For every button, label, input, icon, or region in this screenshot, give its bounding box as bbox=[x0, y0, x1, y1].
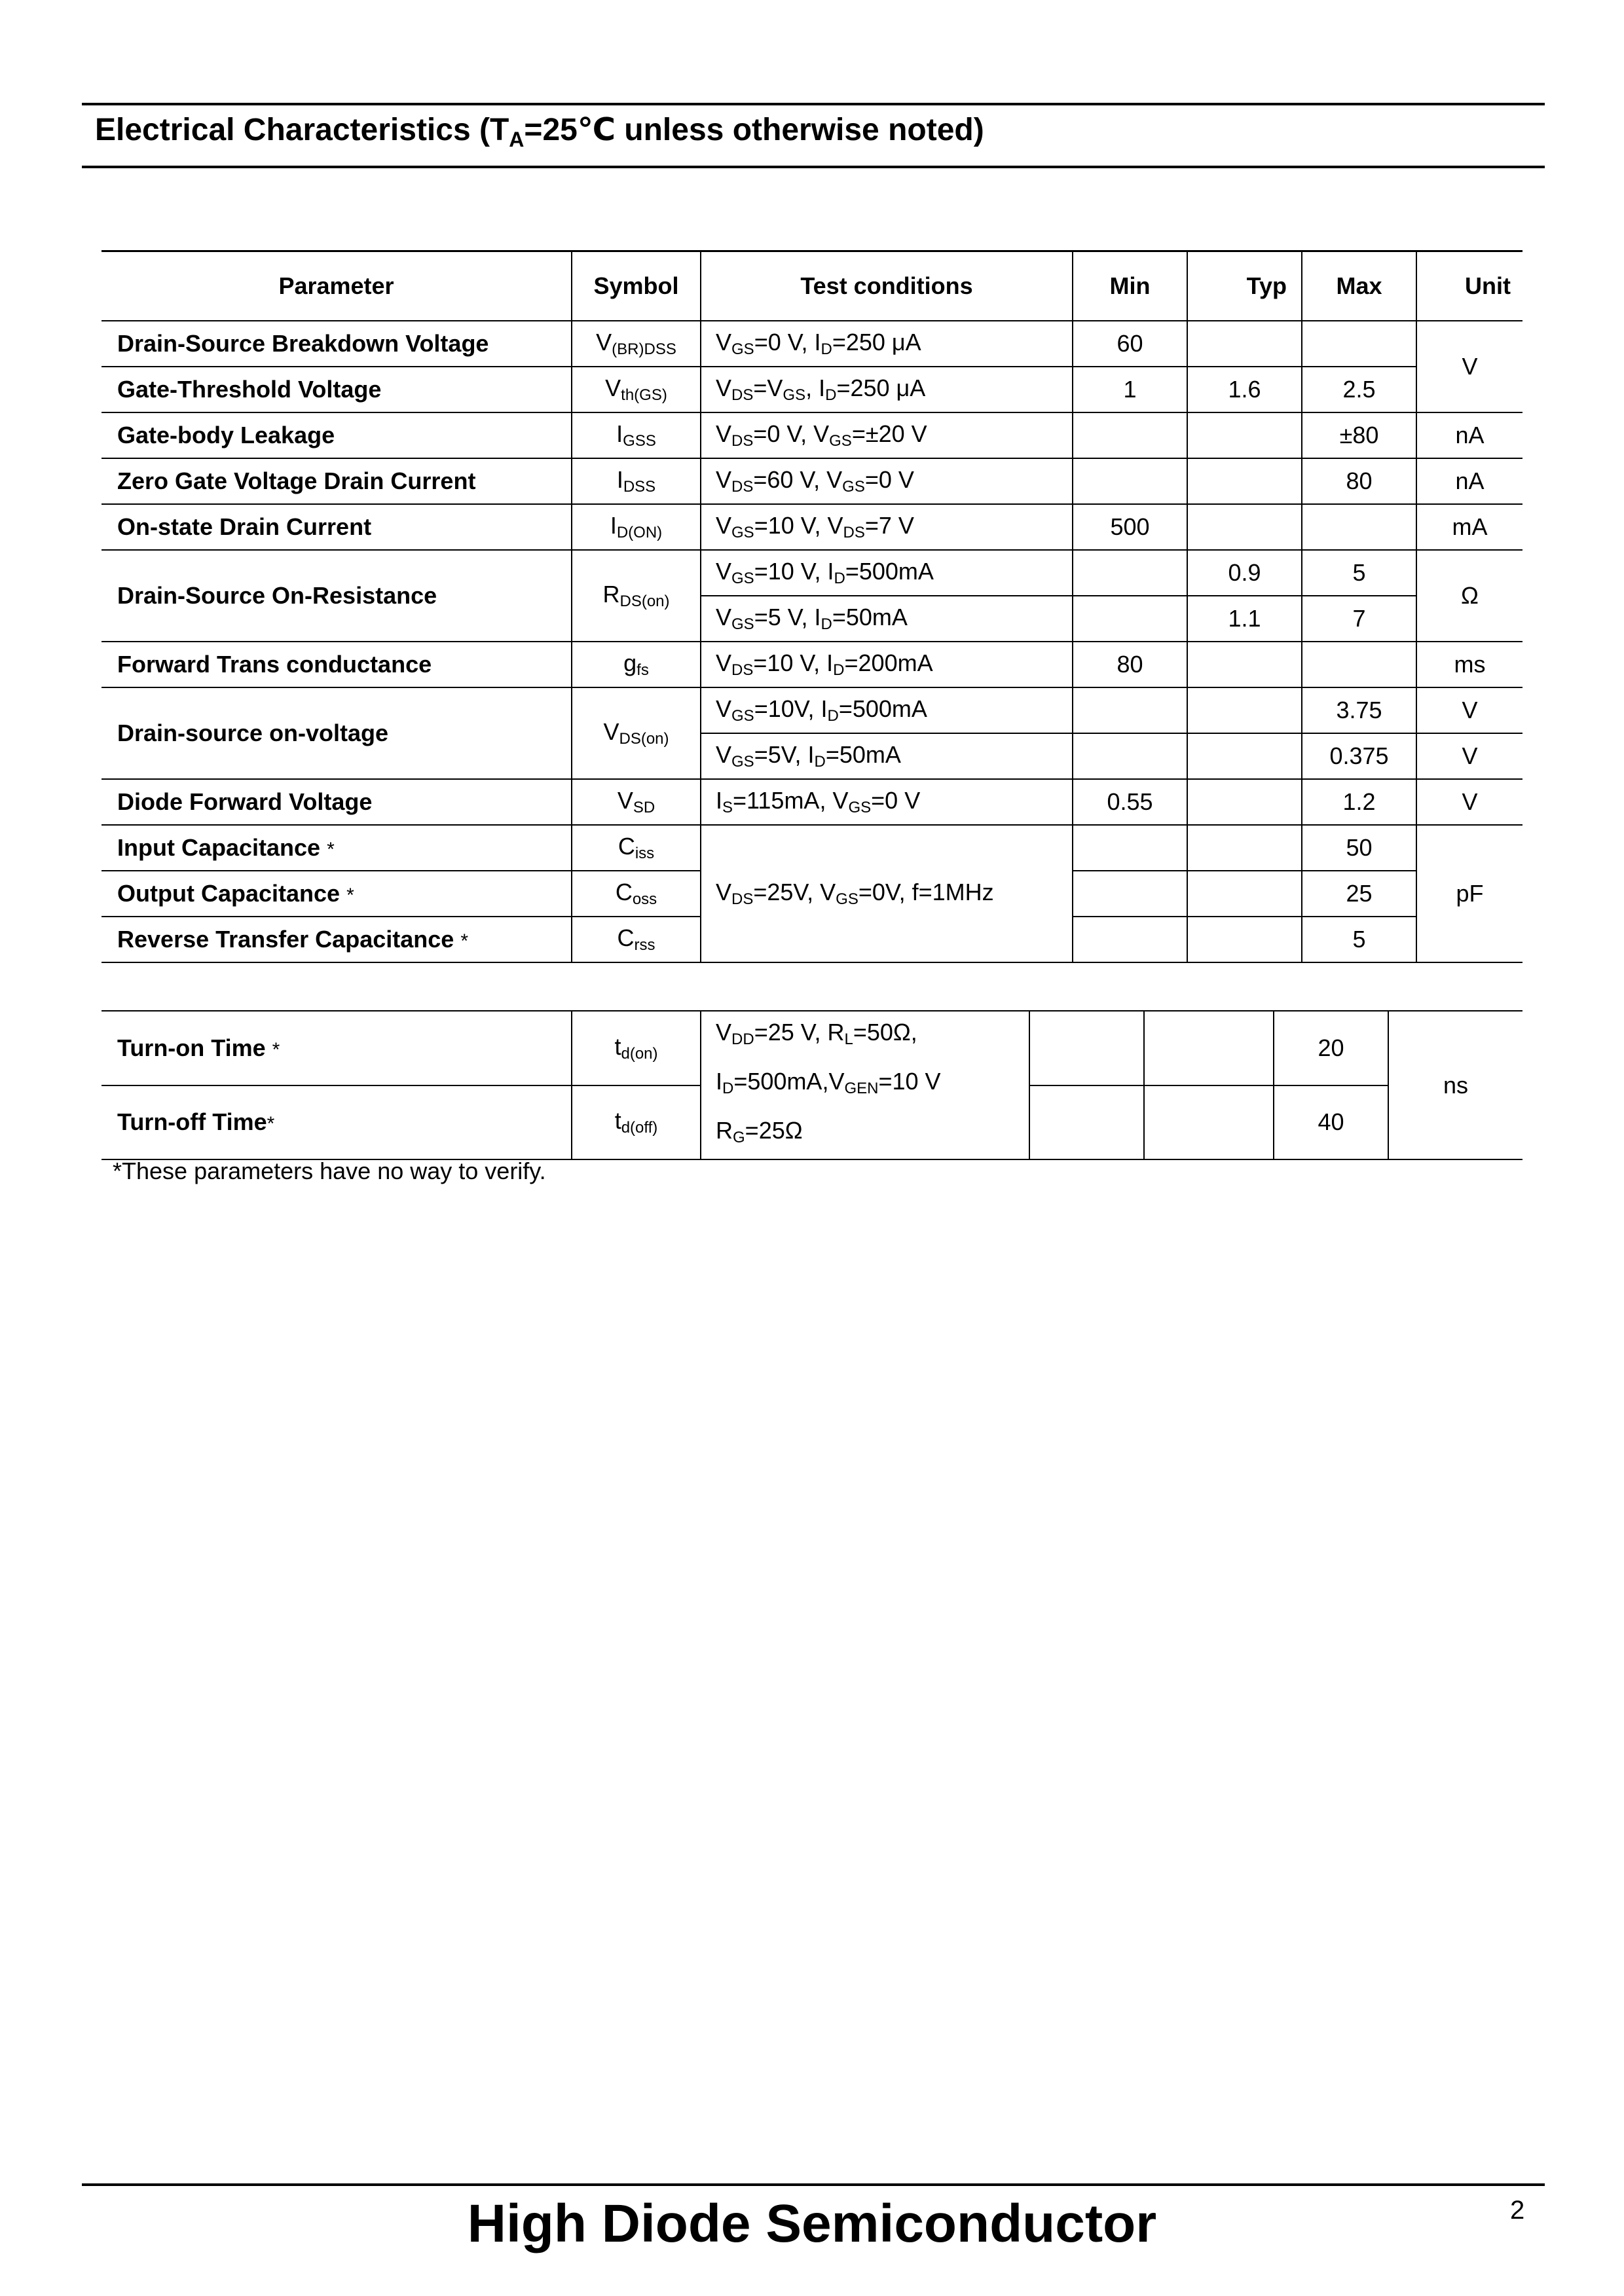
header-test-conditions: Test conditions bbox=[701, 251, 1073, 321]
switching-characteristics-table bbox=[101, 1010, 1522, 1160]
table-row bbox=[101, 1011, 1522, 1085]
table-row bbox=[101, 779, 1522, 825]
condition-cell: $V_{GS}=10$ V, $I_D=500mA$ bbox=[701, 550, 1073, 596]
typ-cell bbox=[1187, 733, 1302, 779]
table-row bbox=[101, 642, 1522, 687]
symbol-cell: $C_{iss}$ bbox=[572, 825, 701, 871]
typ-cell bbox=[1187, 321, 1302, 367]
param-cell: Gate-Threshold Voltage bbox=[101, 367, 572, 412]
header-min: Min bbox=[1073, 251, 1187, 321]
max-cell: ±80 bbox=[1302, 412, 1416, 458]
typ-cell bbox=[1187, 825, 1302, 871]
typ-cell bbox=[1144, 1085, 1274, 1160]
typ-cell bbox=[1187, 687, 1302, 733]
footer-rule bbox=[82, 2183, 1545, 2186]
condition-cell: $V_{GS}=10$ V, $V_{DS}=7$ V bbox=[701, 504, 1073, 550]
table-row bbox=[101, 825, 1522, 871]
header-parameter: Parameter bbox=[101, 251, 572, 321]
typ-cell: 1.6 bbox=[1187, 367, 1302, 412]
electrical-characteristics-table bbox=[101, 250, 1522, 963]
unit-cell: ns bbox=[1388, 1011, 1522, 1159]
unit-cell: Ω bbox=[1416, 550, 1522, 642]
unit-cell: V bbox=[1416, 321, 1522, 412]
max-cell: 5 bbox=[1302, 550, 1416, 596]
typ-cell bbox=[1187, 458, 1302, 504]
min-cell bbox=[1029, 1085, 1144, 1160]
condition-cell: $V_{DS}=25V$, $V_{GS}=0V$, f=1MHz bbox=[701, 825, 1073, 962]
max-cell: 20 bbox=[1274, 1011, 1388, 1085]
condition-cell: $V_{DD}=25$ V, $R_L=50\Omega$, $I_D=500mA,V_{GEN}=10$ V $R_G=25\Omega$ bbox=[701, 1011, 1029, 1159]
min-cell bbox=[1073, 687, 1187, 733]
min-cell: 500 bbox=[1073, 504, 1187, 550]
condition-cell: $V_{DS}=0$ V, $V_{GS}=\pm 20$ V bbox=[701, 412, 1073, 458]
header-max: Max bbox=[1302, 251, 1416, 321]
max-cell: 80 bbox=[1302, 458, 1416, 504]
symbol-cell: $C_{oss}$ bbox=[572, 871, 701, 917]
min-cell bbox=[1073, 458, 1187, 504]
symbol-cell: $V_{(BR)DSS}$ bbox=[572, 321, 701, 367]
unit-cell: mA bbox=[1416, 504, 1522, 550]
symbol-cell: $V_{th(GS)}$ bbox=[572, 367, 701, 412]
header-typ: Typ bbox=[1187, 251, 1302, 321]
section-title: Electrical Characteristics ($T_A=25℃$ unless otherwise noted) bbox=[95, 113, 984, 151]
table-row bbox=[101, 504, 1522, 550]
max-cell: 2.5 bbox=[1302, 367, 1416, 412]
param-cell: Drain-Source Breakdown Voltage bbox=[101, 321, 572, 367]
typ-cell bbox=[1187, 504, 1302, 550]
param-cell: Output Capacitance * bbox=[101, 871, 572, 917]
table-row bbox=[101, 458, 1522, 504]
top-rule bbox=[82, 103, 1545, 105]
symbol-cell: $R_{DS(on)}$ bbox=[572, 550, 701, 642]
min-cell bbox=[1073, 825, 1187, 871]
max-cell bbox=[1302, 642, 1416, 687]
min-cell: 60 bbox=[1073, 321, 1187, 367]
typ-cell: 1.1 bbox=[1187, 596, 1302, 642]
condition-cell: $I_S=115mA$, $V_{GS}=0$ V bbox=[701, 779, 1073, 825]
param-cell: Drain-Source On-Resistance bbox=[101, 550, 572, 642]
max-cell: 1.2 bbox=[1302, 779, 1416, 825]
max-cell: 3.75 bbox=[1302, 687, 1416, 733]
min-cell bbox=[1073, 871, 1187, 917]
param-cell: Forward Trans conductance bbox=[101, 642, 572, 687]
table-header-row bbox=[101, 251, 1522, 321]
symbol-cell: $V_{DS(on)}$ bbox=[572, 687, 701, 779]
min-cell bbox=[1029, 1011, 1144, 1085]
symbol-cell: $C_{rss}$ bbox=[572, 917, 701, 962]
param-cell: On-state Drain Current bbox=[101, 504, 572, 550]
param-cell: Zero Gate Voltage Drain Current bbox=[101, 458, 572, 504]
max-cell bbox=[1302, 321, 1416, 367]
symbol-cell: $t_{d(on)}$ bbox=[572, 1011, 701, 1085]
condition-cell: $V_{GS}=10V$, $I_D=500mA$ bbox=[701, 687, 1073, 733]
unit-cell: V bbox=[1416, 733, 1522, 779]
symbol-cell: $t_{d(off)}$ bbox=[572, 1085, 701, 1160]
min-cell bbox=[1073, 917, 1187, 962]
max-cell: 7 bbox=[1302, 596, 1416, 642]
condition-cell: $V_{GS}=5V$, $I_D=50mA$ bbox=[701, 733, 1073, 779]
min-cell: 0.55 bbox=[1073, 779, 1187, 825]
condition-cell: $V_{DS}=60$ V, $V_{GS}=0$ V bbox=[701, 458, 1073, 504]
min-cell: 80 bbox=[1073, 642, 1187, 687]
typ-cell bbox=[1187, 917, 1302, 962]
max-cell: 5 bbox=[1302, 917, 1416, 962]
param-cell: Turn-on Time * bbox=[101, 1011, 572, 1085]
page-number: 2 bbox=[1510, 2196, 1525, 2225]
table-row bbox=[101, 687, 1522, 733]
table-row bbox=[101, 321, 1522, 367]
header-symbol: Symbol bbox=[572, 251, 701, 321]
typ-cell bbox=[1187, 871, 1302, 917]
min-cell: 1 bbox=[1073, 367, 1187, 412]
typ-cell bbox=[1144, 1011, 1274, 1085]
footer-company-name: High Diode Semiconductor bbox=[467, 2194, 1157, 2253]
max-cell: 25 bbox=[1302, 871, 1416, 917]
param-cell: Turn-off Time* bbox=[101, 1085, 572, 1160]
symbol-cell: $g_{fs}$ bbox=[572, 642, 701, 687]
condition-cell: $V_{GS}=5$ V, $I_D=50mA$ bbox=[701, 596, 1073, 642]
param-cell: Drain-source on-voltage bbox=[101, 687, 572, 779]
typ-cell bbox=[1187, 642, 1302, 687]
footnote: *These parameters have no way to verify. bbox=[113, 1157, 546, 1184]
unit-cell: nA bbox=[1416, 412, 1522, 458]
table-row bbox=[101, 550, 1522, 596]
param-cell: Reverse Transfer Capacitance * bbox=[101, 917, 572, 962]
condition-cell: $V_{DS}=10$ V, $I_D=200mA$ bbox=[701, 642, 1073, 687]
condition-cell: $V_{GS}=0$ V, $I_D=250$ μA bbox=[701, 321, 1073, 367]
param-cell: Gate-body Leakage bbox=[101, 412, 572, 458]
max-cell: 0.375 bbox=[1302, 733, 1416, 779]
symbol-cell: $I_{DSS}$ bbox=[572, 458, 701, 504]
unit-cell: ms bbox=[1416, 642, 1522, 687]
symbol-cell: $I_{D(ON)}$ bbox=[572, 504, 701, 550]
typ-cell bbox=[1187, 779, 1302, 825]
table-row bbox=[101, 412, 1522, 458]
min-cell bbox=[1073, 596, 1187, 642]
typ-cell: 0.9 bbox=[1187, 550, 1302, 596]
param-cell: Input Capacitance * bbox=[101, 825, 572, 871]
max-cell: 40 bbox=[1274, 1085, 1388, 1160]
max-cell: 50 bbox=[1302, 825, 1416, 871]
title-underline bbox=[82, 166, 1545, 168]
symbol-cell: $V_{SD}$ bbox=[572, 779, 701, 825]
unit-cell: pF bbox=[1416, 825, 1522, 962]
unit-cell: V bbox=[1416, 687, 1522, 733]
max-cell bbox=[1302, 504, 1416, 550]
param-cell: Diode Forward Voltage bbox=[101, 779, 572, 825]
table-row bbox=[101, 367, 1522, 412]
min-cell bbox=[1073, 412, 1187, 458]
unit-cell: V bbox=[1416, 779, 1522, 825]
header-unit: Unit bbox=[1416, 251, 1522, 321]
symbol-cell: $I_{GSS}$ bbox=[572, 412, 701, 458]
min-cell bbox=[1073, 733, 1187, 779]
min-cell bbox=[1073, 550, 1187, 596]
condition-cell: $V_{DS}=V_{GS}$, $I_D=250$ μA bbox=[701, 367, 1073, 412]
unit-cell: nA bbox=[1416, 458, 1522, 504]
typ-cell bbox=[1187, 412, 1302, 458]
